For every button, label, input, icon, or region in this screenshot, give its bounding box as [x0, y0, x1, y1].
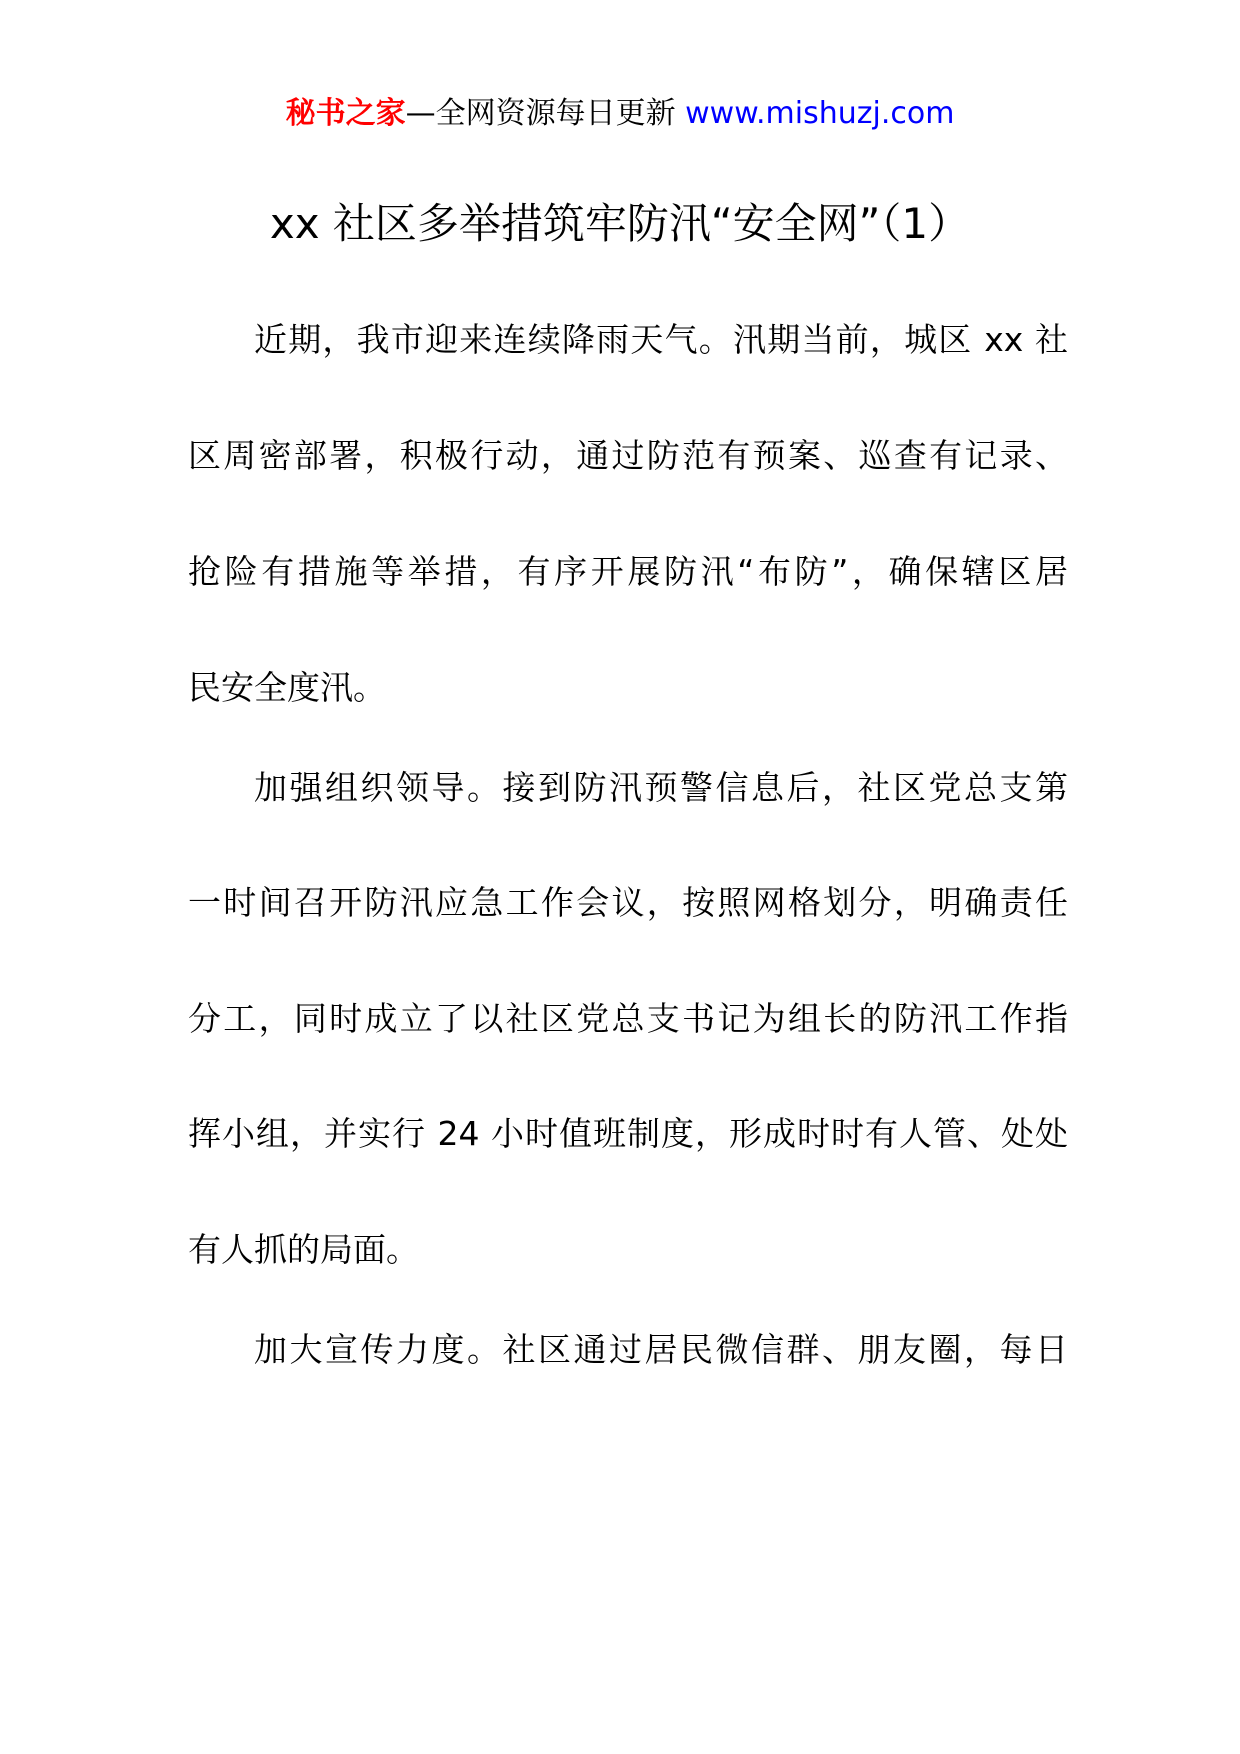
- paragraph-2-line-2: 一时间召开防汛应急工作会议，按照网格划分，明确责任: [188, 883, 1068, 922]
- document-title: xx 社区多举措筑牢防汛“安全网”（1）: [269, 199, 971, 248]
- paragraph-1-line-4: 民安全度汛。: [188, 668, 386, 707]
- paragraph-2-line-1: 加强组织领导。接到防汛预警信息后，社区党总支第: [254, 768, 1068, 807]
- site-url-link[interactable]: www.mishuzj.com: [685, 96, 955, 131]
- site-header: [0, 94, 1240, 134]
- paragraph-2-line-4: 挥小组，并实行 24 小时值班制度，形成时时有人管、处处: [188, 1114, 1068, 1153]
- paragraph-2-line-5: 有人抓的局面。: [188, 1230, 419, 1269]
- paragraph-1-line-1: 近期，我市迎来连续降雨天气。汛期当前，城区 xx 社: [254, 320, 1068, 359]
- paragraph-3-line-1: 加大宣传力度。社区通过居民微信群、朋友圈，每日: [254, 1330, 1068, 1369]
- brand-name: 秘书之家: [285, 96, 406, 131]
- site-slogan: —全网资源每日更新: [405, 96, 686, 131]
- paragraph-2-line-3: 分工，同时成立了以社区党总支书记为组长的防汛工作指: [188, 999, 1068, 1038]
- paragraph-1-line-2: 区周密部署，积极行动，通过防范有预案、巡查有记录、: [188, 436, 1068, 475]
- paragraph-1-line-3: 抢险有措施等举措，有序开展防汛“布防”，确保辖区居: [188, 552, 1068, 591]
